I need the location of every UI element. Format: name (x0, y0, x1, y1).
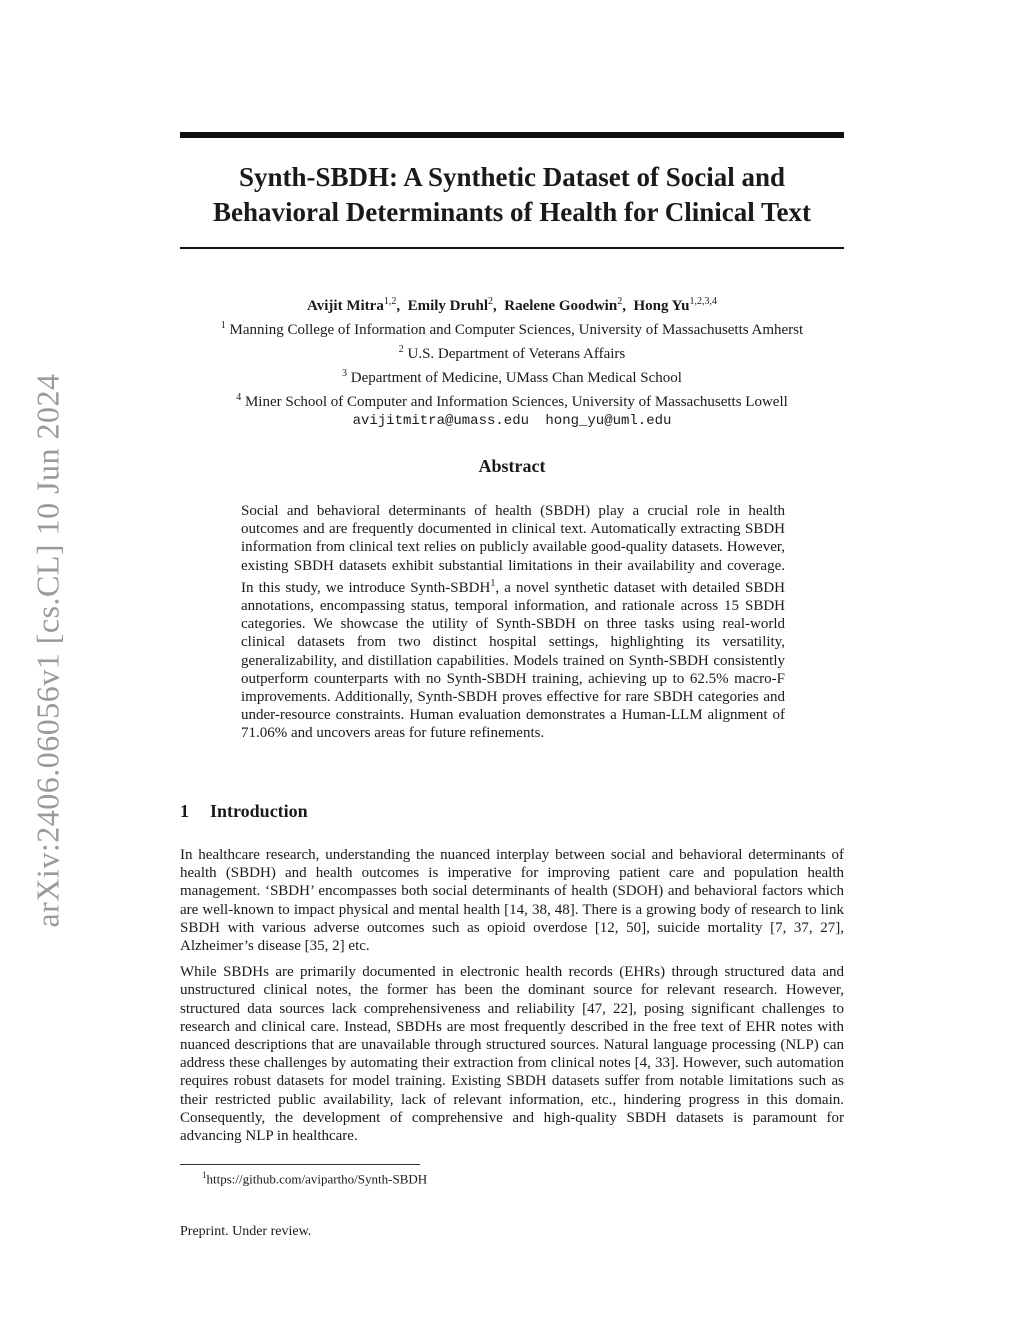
affiliation-3 (180, 364, 844, 388)
author-name: Hong Yu (633, 298, 690, 314)
title-bottom-rule (180, 247, 844, 249)
affiliation-2 (180, 340, 844, 364)
author-list: Avijit Mitra$^{1,2}$, Emily Druhl$^2$, Raelene Goodwin$^2$, Hong Yu$^{1,2,3,4}$ (307, 296, 717, 314)
title-line-1: Synth-SBDH: A Synthetic Dataset of Social and (238, 162, 786, 192)
affiliation-number: 3 (342, 368, 348, 379)
affiliation-number: 1 (220, 320, 226, 331)
affiliation-text: U.S. Department of Veterans Affairs (407, 346, 626, 362)
affiliation-1 (180, 316, 844, 340)
section-heading-introduction (180, 801, 308, 822)
affiliation-text: Department of Medicine, UMass Chan Medical School (350, 370, 682, 386)
author-affiliation-mark: 1,2 (383, 296, 397, 307)
abstract-text-part-2: , a novel synthetic dataset with detailed SBDH annotations, encompassing status, temporal information, and rationale across 15 SBDH categories. We showcase the utility of Synth-SBDH on three tasks using real-world clinical datasets from two distinct hospital settings, highlighting its versatility, generalizability, and distillation capabilities. Models trained on Synth-SBDH consistently outperform counterparts with no Synth-SBDH training, achieving up to 62.5% macro-F improvements. Additionally, Synth-SBDH proves effective for rare SBDH categories and under-resource constraints. Human evaluation demonstrates a Human-LLM alignment of 71.06% and uncovers areas for future refinements. (241, 579, 785, 742)
affiliation-4 (180, 388, 844, 412)
author-name: Raelene Goodwin (504, 298, 618, 314)
footnote-separator (180, 1164, 420, 1165)
author-name: Emily Druhl (407, 298, 489, 314)
author-name: Avijit Mitra (307, 298, 384, 314)
introduction-body (180, 846, 844, 1153)
affiliation-text: Manning College of Information and Computer Sciences, University of Massachusetts Amherst (229, 322, 804, 338)
author-block (180, 292, 844, 431)
affiliation-number: 4 (236, 392, 242, 403)
affiliation-number: 2 (398, 344, 404, 355)
abstract-text-part-1: Social and behavioral determinants of health (SBDH) play a crucial role in health outcomes and are frequently documented in clinical text. Automatically extracting SBDH information from clinical text relies on publicly available good-quality datasets. However, existing SBDH datasets exhibit substantial limitations in their availability and coverage. In this study, we introduce Synth-SBDH (241, 503, 785, 596)
section-title: Introduction (210, 801, 308, 821)
arxiv-identifier: arXiv:2406.06056v1 [cs.CL] 10 Jun 2024 (29, 372, 66, 928)
affiliation-text: Miner School of Computer and Information Sciences, University of Massachusetts Lowell (244, 394, 788, 410)
footnote-mark: 1 (202, 1170, 207, 1180)
footnote-url: https://github.com/avipartho/Synth-SBDH (206, 1171, 428, 1187)
abstract-heading: Abstract (478, 456, 546, 476)
intro-paragraph-1: In healthcare research, understanding the nuanced interplay between social and behavioral determinants of health (SBDH) and health outcomes is imperative for improving patient care and population health management. ‘SBDH’ encompasses both social determinants of health (SDOH) and behavioral factors which are well-known to impact physical and mental health [14, 38, 48]. There is a growing body of research to link SBDH with various adverse outcomes such as opioid overdose [12, 50], suicide mortality [7, 37, 27], Alzheimer’s disease [35, 2] etc. (180, 847, 844, 955)
preprint-note: Preprint. Under review. (180, 1224, 312, 1239)
author-affiliation-mark: 2 (488, 296, 494, 307)
title-line-2: Behavioral Determinants of Health for Clinical Text (213, 197, 811, 227)
footnote-reference-mark: 1 (490, 577, 496, 589)
arxiv-side-stamp (26, 360, 70, 940)
intro-paragraph-2: While SBDHs are primarily documented in electronic health records (EHRs) through structured data and unstructured clinical notes, the former has been the dominant source for relevant research. However, structured data sources lack comprehensiveness and reliability [47, 22], posing significant challenges to research and clinical care. Instead, SBDHs are most frequently described in the free text of EHR notes with nuanced descriptions that are unavailable through structured sources. Natural language processing (NLP) can address these challenges by automating their extraction from clinical notes [4, 33]. However, such automation requires robust datasets for model training. Existing SBDH datasets suffer from notable limitations such as their restricted public availability, lack of relevant information, etc., hindering progress in this domain. Consequently, the development of comprehensive and high-quality SBDH datasets is paramount for advancing NLP in healthcare. (180, 964, 844, 1145)
footnote (202, 1170, 427, 1187)
author-emails: avijitmitra@umass.edu hong_yu@uml.edu (352, 413, 672, 429)
title-top-rule (180, 132, 844, 138)
abstract-body (241, 502, 785, 743)
author-affiliation-mark: 2 (617, 296, 623, 307)
section-number: 1 (180, 801, 189, 821)
author-affiliation-mark: 1,2,3,4 (689, 296, 717, 307)
paper-title (180, 160, 844, 230)
